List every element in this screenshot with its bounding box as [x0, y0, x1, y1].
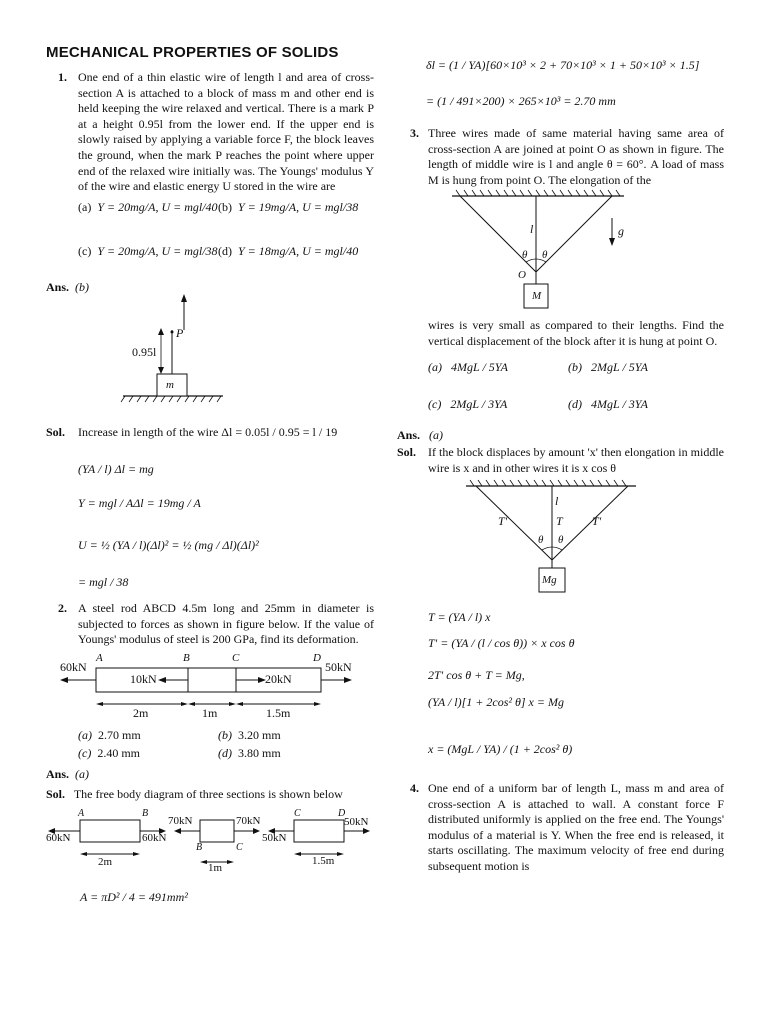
- q3-sol-text: If the block displaces by amount 'x' then elongation in middle wire is x and in other wires it is x cos θ: [428, 445, 724, 475]
- q3-fig-point-o: O: [518, 269, 526, 281]
- q2-fig-force-1: 10kN: [130, 672, 157, 686]
- q1-sol-line-1: Increase in length of the wire Δl = 0.05l / 0.95 = l / 19: [78, 425, 338, 439]
- q3-number: 3.: [410, 126, 419, 140]
- q3-answer: Ans. (a): [397, 428, 444, 442]
- q2-fig-point-b: B: [183, 652, 190, 664]
- q3-option-c: (c) 2MgL / 3YA: [428, 397, 508, 411]
- q2-answer: Ans. (a): [46, 767, 90, 781]
- q2-fig-len-2: 1m: [202, 706, 218, 720]
- q1-fig-height: 0.95l: [132, 345, 157, 359]
- q3-sol-line-5: x = (MgL / YA) / (1 + 2cos² θ): [428, 742, 573, 756]
- q3-sol-fig-theta-right: θ: [558, 534, 564, 546]
- q2-fig-point-c: C: [232, 652, 240, 664]
- fbd-s3-force-left: 50kN: [262, 832, 287, 844]
- q3-sol-line-4: (YA / l)[1 + 2cos² θ] x = Mg: [428, 695, 564, 709]
- q3-fig-mass: M: [532, 290, 542, 302]
- q3-fig-theta-left: θ: [522, 249, 528, 261]
- q1-option-b: (b) Y = 19mg/A, U = mgl/38: [218, 200, 359, 214]
- q3-sol-label: Sol.: [397, 445, 417, 459]
- fbd-s3-left: C: [294, 808, 301, 819]
- fbd-s3-force-right: 50kN: [344, 816, 369, 828]
- q2-fig-force-2: 20kN: [265, 672, 292, 686]
- q2-solution: Sol. The free body diagram of three sections is shown below: [46, 787, 343, 801]
- fbd-s1-left: A: [78, 808, 85, 819]
- q3-sol-line-3: 2T' cos θ + T = Mg,: [428, 668, 525, 682]
- q3-sol-fig-theta-left: θ: [538, 534, 544, 546]
- q2-text: A steel rod ABCD 4.5m long and 25mm in diameter is subjected to forces as shown in figure below. If the value of Youngs' modulus of steel is 200 GPa, find its deformation.: [78, 601, 374, 647]
- q4-text: One end of a uniform bar of length L, mass m and area of cross-section A is attached to wall. A constant force F distributed uniformly is applied on the free end. The Youngs' modulus of a material is Y. When the free end is released, it starts oscillating. The maximum velocity of free end during subsequent motion is: [428, 781, 724, 873]
- fbd-s2-len: 1m: [208, 862, 223, 874]
- q1-option-c: (c) Y = 20mg/A, U = mgl/38: [78, 244, 218, 258]
- q2-fig-right-force: 50kN: [325, 660, 352, 674]
- fbd-s1-force-left: 60kN: [46, 832, 71, 844]
- page-title: MECHANICAL PROPERTIES OF SOLIDS: [46, 44, 339, 61]
- q2-area-equation: A = πD² / 4 = 491mm²: [80, 890, 188, 904]
- q1-sol-label: Sol.: [46, 425, 66, 439]
- q2-fig-len-3: 1.5m: [266, 706, 291, 720]
- q2-number: 2.: [58, 601, 67, 615]
- q3-fig-length: l: [530, 222, 534, 236]
- fbd-s3-len: 1.5m: [312, 855, 335, 867]
- q3-text-continued: wires is very small as compared to their lengths. Find the vertical displacement of the block after it is hung at point O.: [428, 318, 724, 348]
- q2-option-b: (b) 3.20 mm: [218, 728, 281, 742]
- q1-sol-line-2: (YA / l) Δl = mg: [78, 462, 154, 476]
- q1-sol-line-5: = mgl / 38: [78, 575, 129, 589]
- q3-option-d: (d) 4MgL / 3YA: [568, 397, 648, 411]
- fbd-s3-right: D: [338, 808, 346, 819]
- q3-text: Three wires made of same material having same area of cross-section A are joined at point O as shown in figure. The length of middle wire is l and angle θ = 60°. A load of mass M is hung from point O. The elongation of the: [428, 126, 724, 187]
- q3-option-b: (b) 2MgL / 5YA: [568, 360, 648, 374]
- q2-deformation-eq-1: δl = (1 / YA)[60×10³ × 2 + 70×10³ × 1 + 50×10³ × 1.5]: [426, 58, 700, 72]
- q1-sol-line-3: Y = mgl / AΔl = 19mg / A: [78, 496, 201, 510]
- q2-fig-left-force: 60kN: [60, 660, 87, 674]
- q2-option-c: (c) 2.40 mm: [78, 746, 140, 760]
- q2-deformation-eq-2: = (1 / 491×200) × 265×10³ = 2.70 mm: [426, 94, 616, 108]
- q2-option-a: (a) 2.70 mm: [78, 728, 141, 742]
- q3-sol-fig-tension-right: T': [592, 514, 602, 528]
- fbd-s2-force-left: 70kN: [168, 815, 193, 827]
- fbd-s1-right: B: [142, 808, 149, 819]
- q3-sol-fig-tension-mid: T: [556, 514, 563, 528]
- q2-fig-len-1: 2m: [133, 706, 149, 720]
- q3-fig-gravity: g: [618, 224, 624, 238]
- fbd-s1-len: 2m: [98, 856, 113, 868]
- q1-number: 1.: [58, 70, 67, 84]
- q3-sol-line-2: T' = (YA / (l / cos θ)) × x cos θ: [428, 636, 575, 650]
- fbd-s1-force-right: 60kN: [142, 832, 167, 844]
- q3-sol-fig-length: l: [555, 494, 559, 508]
- q1-fig-mark: P: [176, 326, 184, 340]
- q1-answer: Ans. (b): [46, 280, 90, 294]
- fbd-s2-right: C: [236, 842, 243, 853]
- q2-fig-point-d: D: [313, 652, 321, 664]
- q4-number: 4.: [410, 781, 419, 795]
- q3-option-a: (a) 4MgL / 5YA: [428, 360, 508, 374]
- q3-sol-fig-tension-left: T': [498, 514, 508, 528]
- fbd-s2-left: B: [196, 842, 203, 853]
- q1-text: One end of a thin elastic wire of length l and area of cross-section A is attached to a block of mass m and other end is held keeping the wire relaxed and vertical. There is a mark P at a height 0.95l from the lower end. If the upper end is slowly raised by applying a variable force F, the block leaves the ground, when the mark P reaches the point where upper end of the relaxed wire initially was. The Youngs' modulus Y of the wire and elastic energy U stored in the wire are: [78, 70, 374, 194]
- q2-option-d: (d) 3.80 mm: [218, 746, 281, 760]
- fbd-s2-force-right: 70kN: [236, 815, 261, 827]
- q1-option-a: (a) Y = 20mg/A, U = mgl/40: [78, 200, 218, 214]
- q3-fig-theta-right: θ: [542, 249, 548, 261]
- q1-option-d: (d) Y = 18mg/A, U = mgl/40: [218, 244, 359, 258]
- q1-fig-block: m: [166, 379, 174, 391]
- q1-sol-line-4: U = ½ (YA / l)(Δl)² = ½ (mg / Δl)(Δl)²: [78, 538, 259, 552]
- q3-sol-line-1: T = (YA / l) x: [428, 610, 491, 624]
- q2-fig-point-a: A: [96, 652, 103, 664]
- q3-sol-fig-load: Mg: [542, 574, 557, 586]
